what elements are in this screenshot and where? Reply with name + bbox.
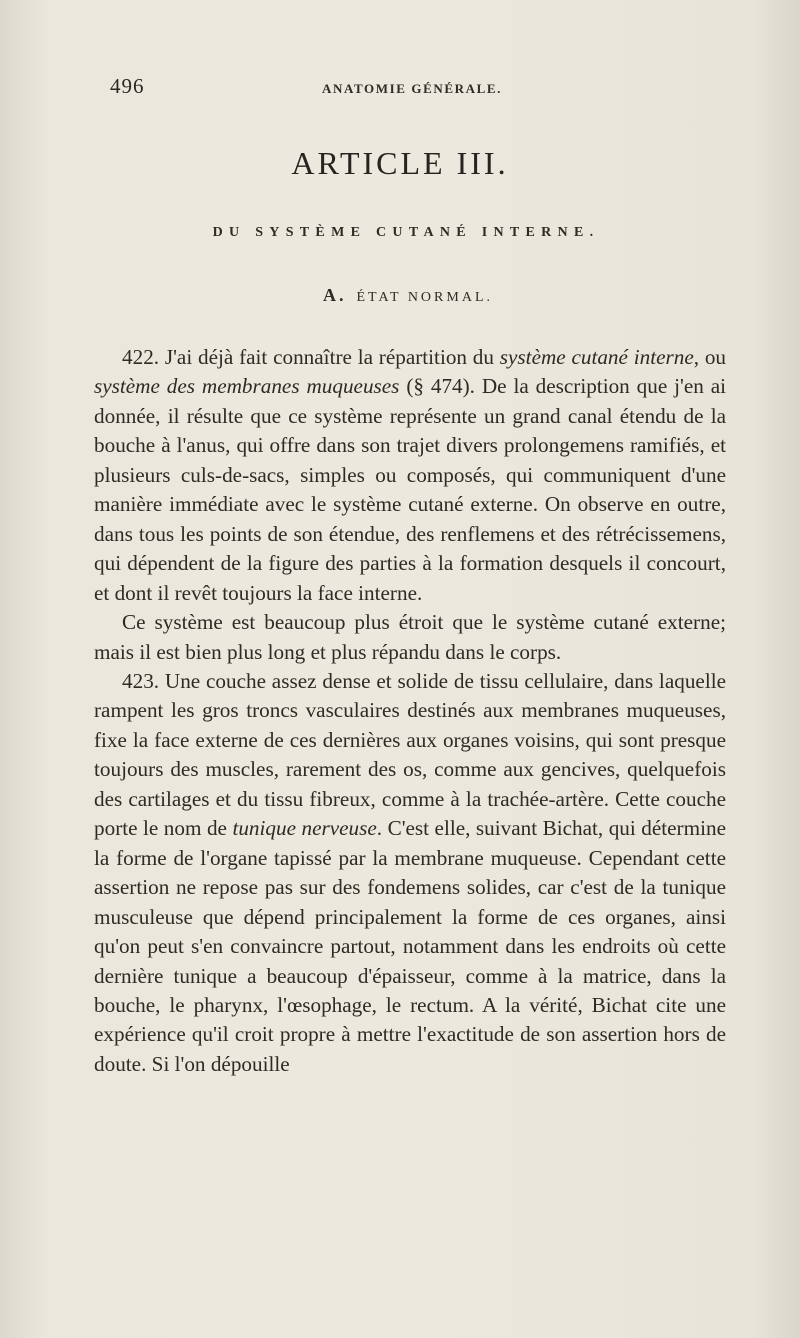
running-head: ANATOMIE GÉNÉRALE. (322, 81, 503, 96)
page-number: 496 (110, 74, 145, 98)
body-text (94, 343, 726, 1079)
italic-term: système des membranes muqueuses (94, 374, 400, 399)
section-title-text: ÉTAT NORMAL. (356, 290, 493, 305)
paragraph-422 (94, 343, 726, 608)
paragraph-text: . C'est elle, suivant Bichat, qui détermine la forme de l'organe tapissé par la membrane muqueuse. Cependant cette assertion ne repose pas sur des fondemens solides, car c'est de la tunique musculeuse que dépend principalement la forme de ces organes, ainsi qu'on peut s'en convaincre partout, notamment dans les endroits où cette dernière tunique a beaucoup d'épaisseur, comme à la matrice, dans la bouche, le pharynx, l'œsophage, le rectum. A la vérité, Bichat cite une expérience qu'il croit propre à mettre l'exactitude de son assertion hors de doute. Si l'on dépouille (94, 816, 726, 1076)
paragraph-text: Ce système est beaucoup plus étroit que le système cutané externe; mais il est bien plus long et plus répandu dans le corps. (94, 610, 726, 664)
section-title (8, 285, 800, 306)
section-letter: A. (322, 285, 347, 305)
page-header (110, 74, 730, 104)
paragraph-text: 423. Une couche assez dense et solide de tissu cellulaire, dans laquelle rampent les gros troncs vasculaires destinés aux membranes muqueuses, fixe la face externe de ces dernières aux organes voisins, qui sont presque toujours des muscles, rarement des os, comme aux gencives, quelquefois des cartilages et du tissu fibreux, comme à la trachée-artère. Cette couche porte le nom de (94, 668, 726, 841)
article-title: ARTICLE III. (291, 145, 509, 181)
paragraph-text: 422. J'ai déjà fait connaître la répartition du (122, 345, 500, 369)
paragraph-comparison (94, 608, 726, 667)
paragraph-text: (§ 474). De la description que j'en ai donnée, il résulte que ce système représente un grand canal étendu de la bouche à l'anus, qui offre dans son trajet divers prolongemens ramifiés, et plusieurs culs-de-sacs, simples ou composés, qui communiquent d'une manière immédiate avec le système cutané externe. On observe en outre, dans tous les points de son étendue, des renflemens et des rétrécissemens, qui dépendent de la figure des parties à la formation desquels il concourt, et dont il revêt toujours la face interne. (94, 374, 726, 605)
paragraph-423 (94, 667, 726, 1079)
italic-term: tunique nerveuse (232, 816, 377, 841)
italic-term: système cutané interne (499, 345, 694, 369)
paragraph-text: , ou (693, 345, 727, 369)
article-subtitle: DU SYSTÈME CUTANÉ INTERNE. (212, 225, 600, 240)
